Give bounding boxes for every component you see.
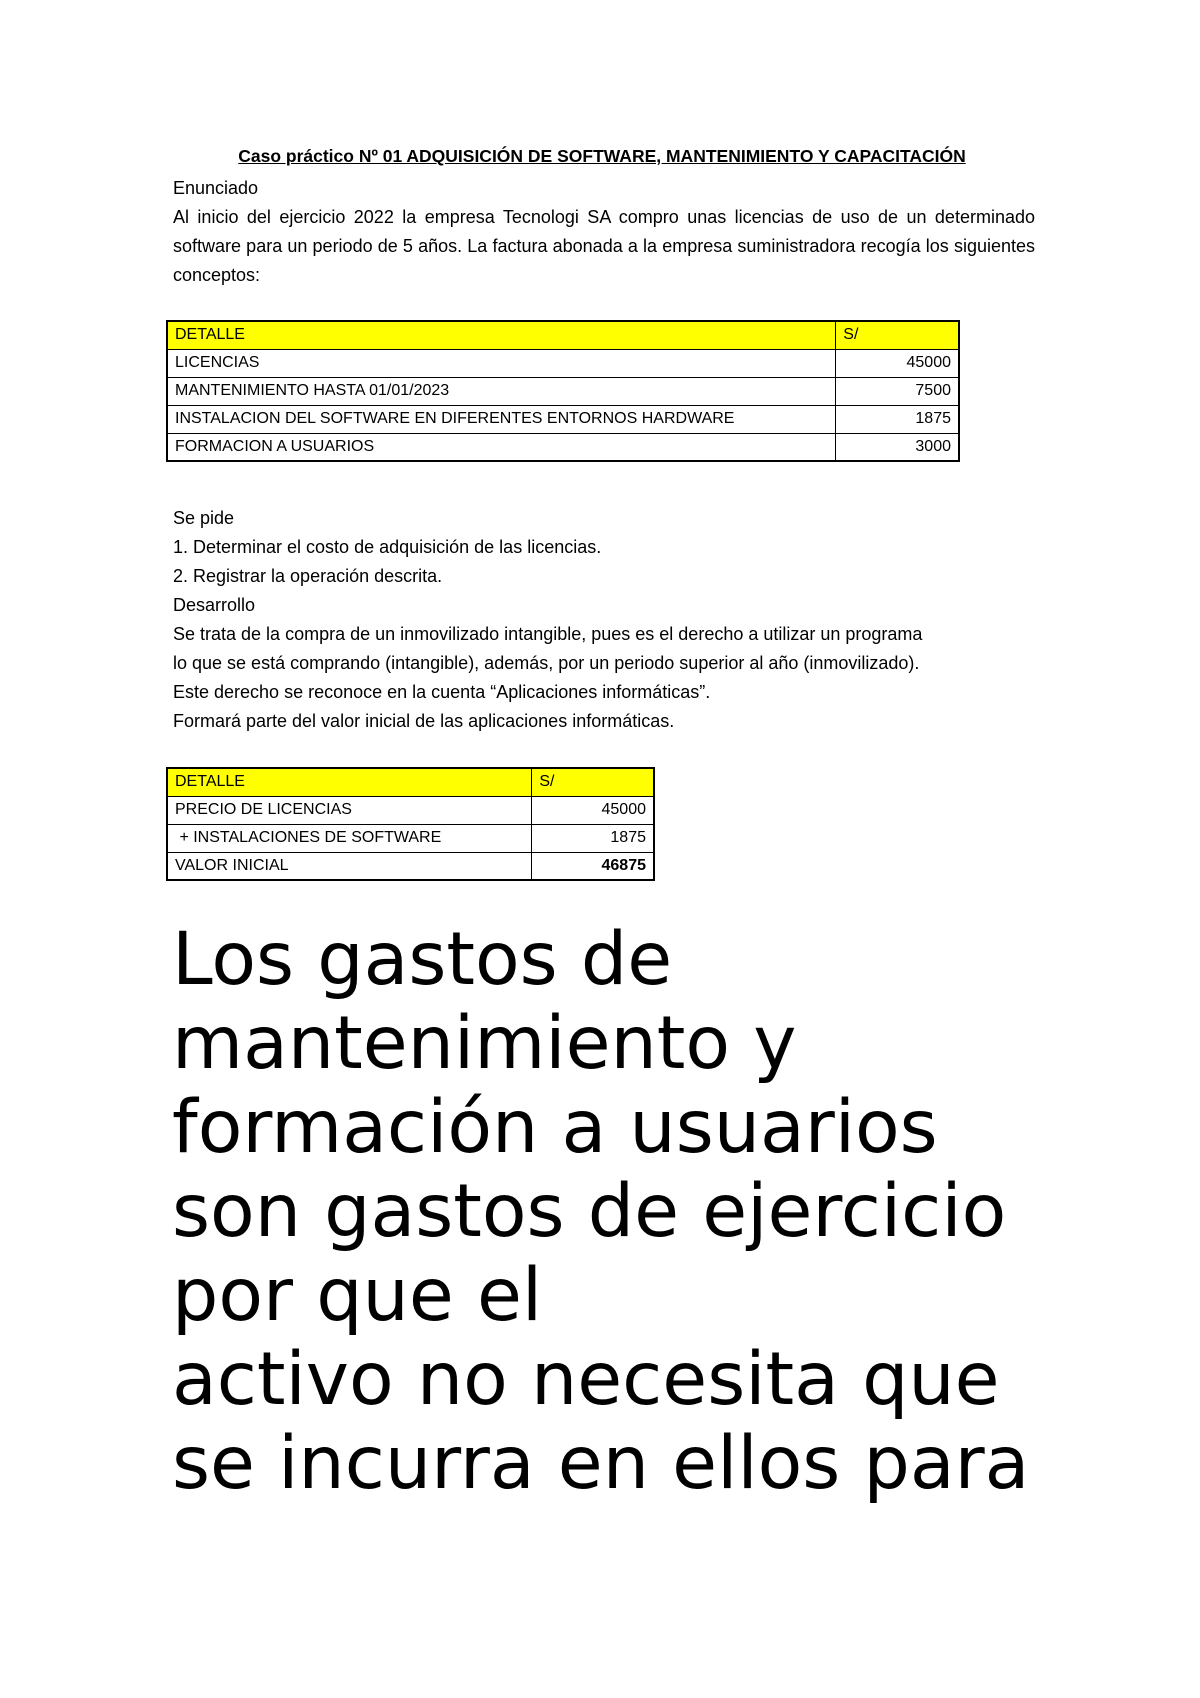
desarrollo-line: Se trata de la compra de un inmovilizado intangible, pues es el derecho a utilizar un programa	[173, 624, 923, 644]
desarrollo-heading: Desarrollo	[173, 595, 256, 615]
page-title: Caso práctico Nº 01 ADQUISICIÓN DE SOFTWARE, MANTENIMIENTO Y CAPACITACIÓN	[238, 146, 966, 166]
desarrollo-line: Este derecho se reconoce en la cuenta “Aplicaciones informáticas”.	[173, 682, 711, 702]
header-moneda: S/	[532, 768, 654, 796]
large-note-line: se incurra en ellos para	[172, 1421, 1030, 1506]
large-note-line: son gastos de ejercicio	[172, 1169, 1007, 1254]
se-pide-item: 1. Determinar el costo de adquisición de las licencias.	[173, 537, 602, 557]
row-valor: 45000	[836, 349, 959, 377]
large-note-line: mantenimiento y	[172, 1001, 797, 1086]
se-pide-item: 2. Registrar la operación descrita.	[173, 566, 443, 586]
large-note-line: por que el	[172, 1253, 543, 1338]
table-row	[167, 796, 654, 824]
row-detalle: MANTENIMIENTO HASTA 01/01/2023	[167, 377, 836, 405]
invoice-table	[166, 320, 960, 462]
initial-value-table	[166, 767, 655, 881]
table-header-row	[167, 768, 654, 796]
table-row	[167, 433, 959, 461]
enunciado-paragraph: Al inicio del ejercicio 2022 la empresa Tecnologi SA compro unas licencias de uso de un determinado software para un periodo de 5 años. La factura abonada a la empresa suministradora recogía los siguientes conceptos:	[173, 207, 1035, 285]
table-row	[167, 824, 654, 852]
desarrollo-line: Formará parte del valor inicial de las aplicaciones informáticas.	[173, 711, 675, 731]
row-valor: 3000	[836, 433, 959, 461]
table-row	[167, 377, 959, 405]
row-valor: 45000	[532, 796, 654, 824]
large-note-line: formación a usuarios	[172, 1085, 938, 1170]
row-detalle: INSTALACION DEL SOFTWARE EN DIFERENTES ENTORNOS HARDWARE	[167, 405, 836, 433]
large-note-text	[172, 918, 1072, 1506]
table-row	[167, 852, 654, 880]
se-pide-section	[173, 504, 1035, 736]
row-detalle: FORMACION A USUARIOS	[167, 433, 836, 461]
enunciado-heading: Enunciado	[173, 178, 259, 198]
row-valor: 1875	[836, 405, 959, 433]
table-header-row	[167, 321, 959, 349]
large-note-line: activo no necesita que	[172, 1337, 1000, 1422]
table-row	[167, 405, 959, 433]
header-moneda: S/	[836, 321, 959, 349]
row-valor: 1875	[532, 824, 654, 852]
row-valor: 46875	[532, 852, 654, 880]
header-detalle: DETALLE	[167, 321, 836, 349]
desarrollo-line: lo que se está comprando (intangible), además, por un periodo superior al año (inmovilizado).	[173, 653, 920, 673]
table-row	[167, 349, 959, 377]
se-pide-heading: Se pide	[173, 508, 235, 528]
row-detalle: + INSTALACIONES DE SOFTWARE	[167, 824, 532, 852]
row-detalle: LICENCIAS	[167, 349, 836, 377]
large-note-line: Los gastos de	[172, 917, 673, 1002]
row-valor: 7500	[836, 377, 959, 405]
row-detalle: VALOR INICIAL	[167, 852, 532, 880]
row-detalle: PRECIO DE LICENCIAS	[167, 796, 532, 824]
header-detalle: DETALLE	[167, 768, 532, 796]
